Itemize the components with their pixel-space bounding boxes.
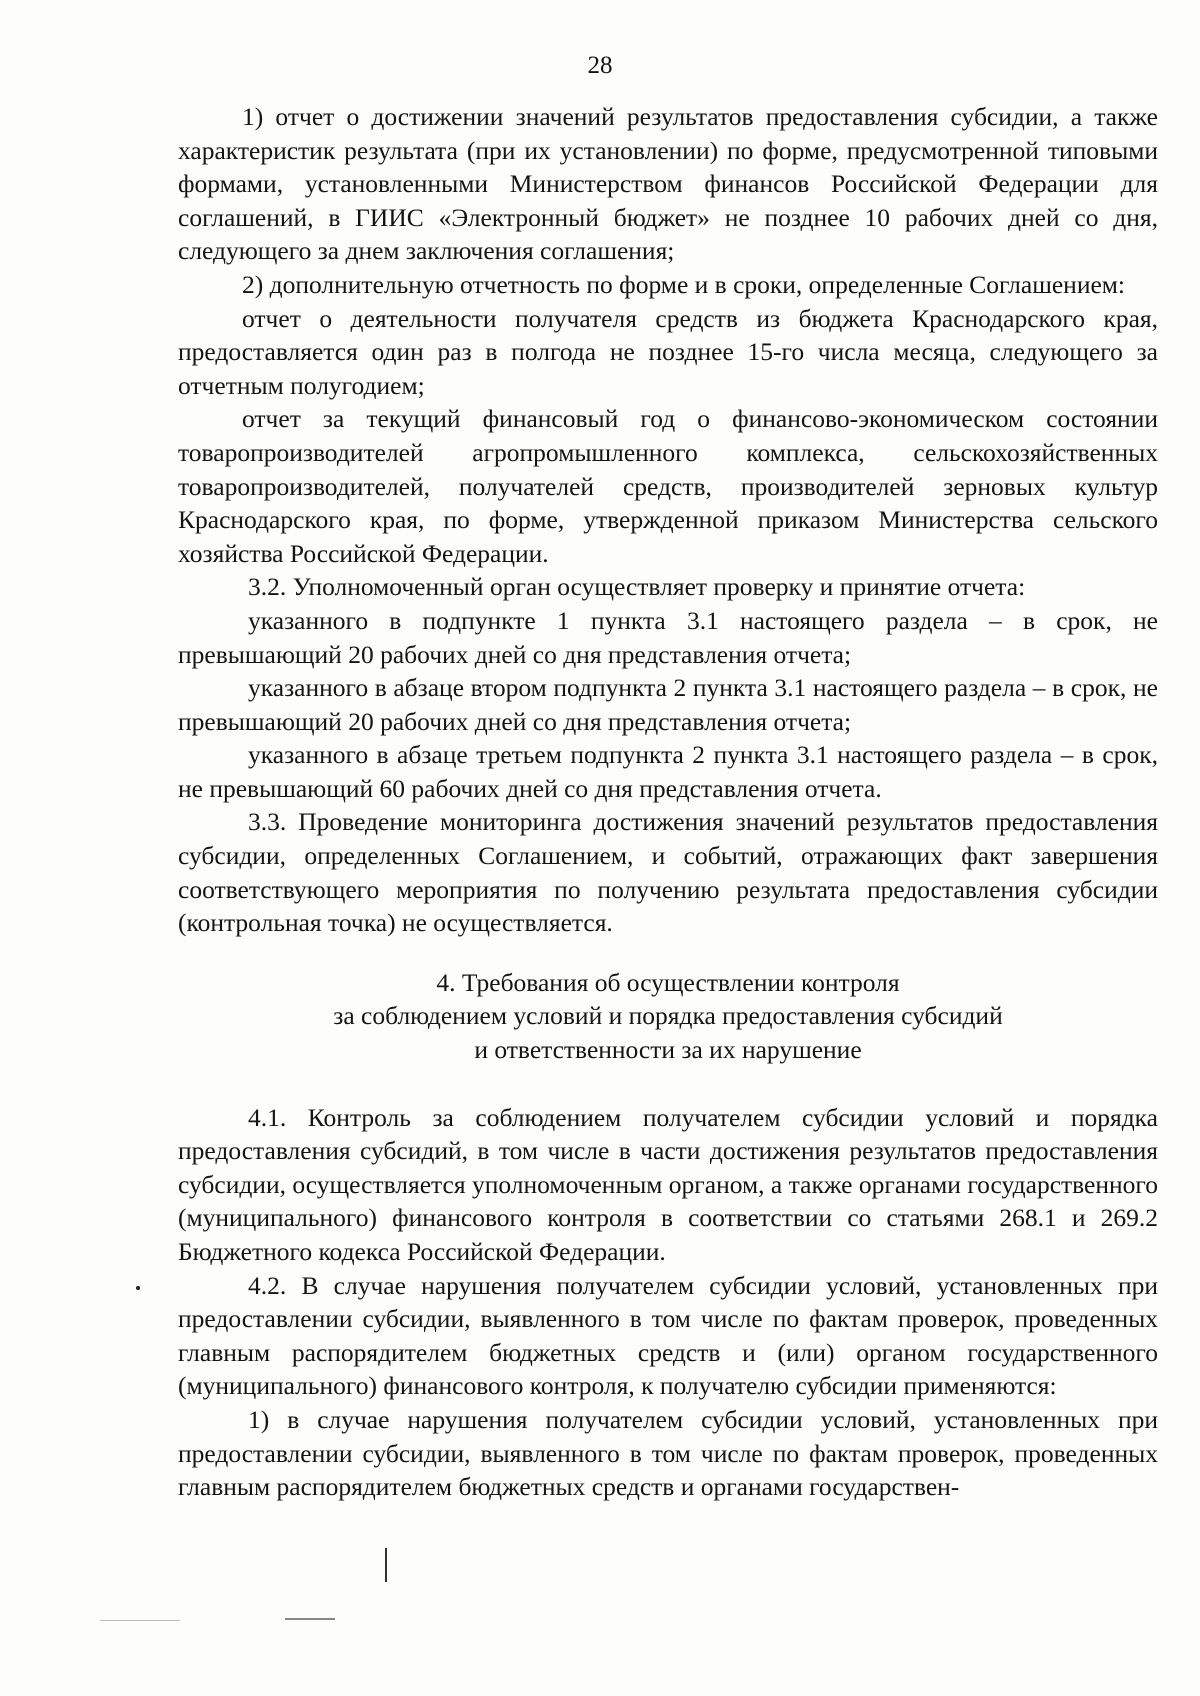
paragraph-3-activity-report: отчет о деятельности получателя средств из бюджета Краснодарского края, предоставляется один раз в полгода не позднее 15-го числа месяца, следующего за отчетным полугодием;	[178, 303, 1158, 400]
scan-mark	[100, 1620, 180, 1621]
scan-mark	[385, 1548, 387, 1582]
paragraph-3-3-monitoring: 3.3. Проведение мониторинга достижения значений результатов предоставления субсидии, определенных Соглашением, и событий, отражающих факт завершения соответствующего мероприятия по получению результата предоставления субсидии (контрольная точка) не осуществляется.	[178, 807, 1158, 938]
scan-dot	[136, 1286, 140, 1290]
section-4-heading	[178, 966, 1158, 1067]
paragraph-4-2-item-1: 1) в случае нарушения получателем субсидии условий, установленных при предоставлении субсидии, выявленного в том числе по фактам проверок, проведенных главным распорядителем бюджетных средств и органами государствен-	[178, 1404, 1158, 1502]
paragraph-2-additional-reporting: 2) дополнительную отчетность по форме и в сроки, определенные Соглашением:	[242, 269, 1126, 299]
section-4-heading-line-2: за соблюдением условий и порядка предоставления субсидий	[333, 1001, 1003, 1031]
paragraph-3-2-item-1: указанного в подпункте 1 пункта 3.1 настоящего раздела – в срок, не превышающий 20 рабочих дней со дня представления отчета;	[178, 605, 1158, 669]
paragraph-1-report: 1) отчет о достижении значений результатов предоставления субсидии, а также характеристик результата (при их установлении) по форме, предусмотренной типовыми формами, установленными Министерством финансов Российской Федерации для соглашений, в ГИИС «Электронный бюджет» не позднее 10 рабочих дней со дня, следующего за днем заключения соглашения;	[178, 102, 1158, 266]
scan-mark	[285, 1618, 335, 1620]
page-number: 28	[587, 52, 613, 79]
paragraph-3-2-verification: 3.2. Уполномоченный орган осуществляет проверку и принятие отчета:	[248, 572, 1026, 602]
section-4-heading-line-1: 4. Требования об осуществлении контроля	[436, 967, 900, 997]
paragraph-4-financial-report: отчет за текущий финансовый год о финансово-экономическом состоянии товаропроизводителей агропромышленного комплекса, сельскохозяйственных товаропроизводителей, получателей средств, производителей зерновых культур Краснодарского края, по форме, утвержденной приказом Министерства сельского хозяйства Российской Федерации.	[178, 404, 1158, 568]
paragraph-3-2-item-2: указанного в абзаце втором подпункта 2 пункта 3.1 настоящего раздела – в срок, не превышающий 20 рабочих дней со дня представления отчета;	[178, 673, 1158, 736]
paragraph-3-2-item-3: указанного в абзаце третьем подпункта 2 пункта 3.1 настоящего раздела – в срок, не превышающий 60 рабочих дней со дня представления отчета.	[178, 740, 1158, 803]
paragraph-4-2-violation: 4.2. В случае нарушения получателем субсидии условий, установленных при предоставлении субсидии, выявленного в том числе по фактам проверок, проведенных главным распорядителем бюджетных средств и (или) органом государственного (муниципального) финансового контроля, к получателю субсидии применяются:	[178, 1270, 1158, 1401]
document-body	[178, 100, 1158, 1504]
paragraph-4-1-control: 4.1. Контроль за соблюдением получателем субсидии условий и порядка предоставления субсидий, в том числе в части достижения результатов предоставления субсидии, осуществляется уполномоченным органом, а также органами государственного (муниципального) финансового контроля в соответствии со статьями 268.1 и 269.2 Бюджетного кодекса Российской Федерации.	[178, 1102, 1158, 1266]
section-4-heading-line-3: и ответственности за их нарушение	[474, 1035, 862, 1065]
